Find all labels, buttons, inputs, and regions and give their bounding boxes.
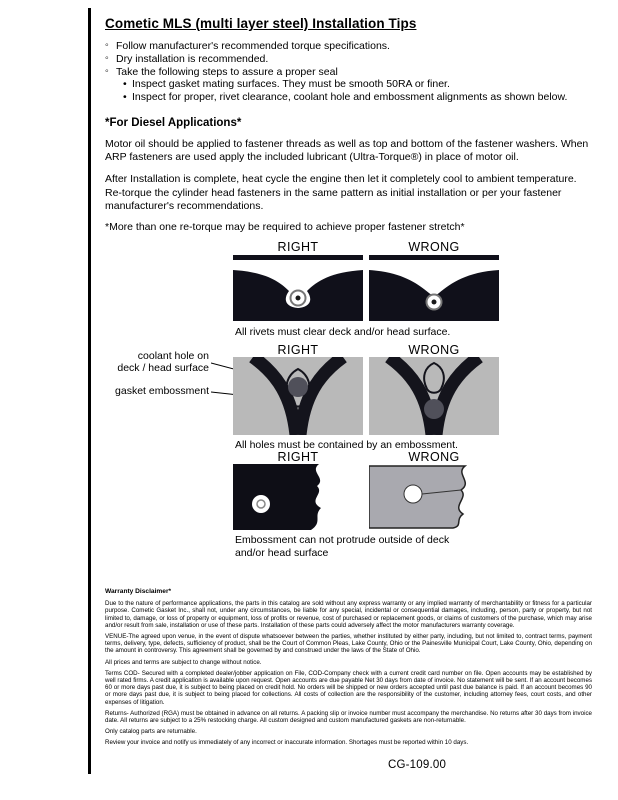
diesel-paragraph-2: After Installation is complete, heat cycle the engine then let it completely cool to ambient temperature. Re-torque the cylinder head fasteners in the same pattern as initial installation or per your fastener manufacturer's recommendations.: [105, 173, 577, 212]
embossment-right-diagram-icon: [233, 357, 363, 435]
embossment-wrong-diagram-icon: [369, 357, 499, 435]
installation-tips-list: [105, 41, 592, 104]
retorque-note: *More than one re-torque may be required to achieve proper fastener stretch*: [105, 221, 465, 233]
protrusion-right-diagram-icon: [233, 464, 363, 530]
page-number: CG-109.00: [388, 759, 447, 771]
tip-item: ◦ Follow manufacturer's recommended torque specifications.: [105, 41, 592, 53]
left-border-rule: [88, 8, 91, 774]
rivet-right-diagram-icon: [233, 255, 363, 321]
embossment-right-illustration: [233, 357, 363, 435]
figures-block: [105, 240, 592, 566]
tip-subitem: • Inspect gasket mating surfaces. They must be smooth 50RA or finer.: [105, 79, 592, 91]
coolant-hole-callout-line2: deck / head surface: [117, 361, 209, 374]
row1-caption: All rivets must clear deck and/or head surface.: [235, 326, 451, 339]
embossment-wrong-illustration: [369, 357, 499, 435]
protrusion-wrong-diagram-icon: [369, 464, 499, 530]
disclaimer-paragraph: All prices and terms are subject to change without notice.: [105, 658, 262, 666]
row1-wrong-label: WRONG: [408, 240, 460, 255]
row3-caption: Embossment can not protrude outside of deck and/or head surface: [235, 534, 450, 559]
tip-subitem: • Inspect for proper, rivet clearance, coolant hole and embossment alignments as shown below.: [105, 92, 592, 104]
row1-right-label: RIGHT: [277, 240, 319, 255]
disclaimer-paragraph: Returns- Authorized (RGA) must be obtained in advance on all returns. A packing slip or invoice number must accompany the merchandise. No returns after 30 days from invoice date. All returns are subject to a 25% restocking charge. All custom designed and custom manufactured gaskets are non-returnable.: [105, 709, 592, 725]
row2-caption: All holes must be contained by an embossment.: [235, 439, 458, 452]
disclaimer-paragraph: Due to the nature of performance applications, the parts in this catalog are sold without any express warranty or any implied warranty of merchantability or fitness for a particular purpose. Cometic Gasket Inc., shall not, under any circumstances, be liable for any special, incidental or consequential damages, including, person, party or property, but not limited to, damage, or loss of property or equipment, loss of profits or revenue, cost of purchased or replacement goods, or claims of customers of the purchase, which may arise and/or result from sale, installation or use of these parts. Installation of these parts could adversely affect the motor manufacturers warranty coverage.: [105, 600, 592, 629]
disclaimer-paragraph: VENUE-The agreed upon venue, in the event of dispute whatsoever between the parties, whether instituted by either party, including, but not limited to, contract terms, payment terms, delivery, type, defects, sufficiency of product, shall be the Court of Common Pleas, Lake County, Ohio or the Painesville Municipal Court, Lake County, Ohio, depending on the amount in controversy. This agreement shall be governed by and construed under the laws of the State of Ohio.: [105, 633, 592, 655]
disclaimer-paragraph: Terms COD- Secured with a completed dealer/jobber application on File, COD-Company check with a current credit card number on file. Open accounts may be established by well rated firms. A credit application is available upon request. Open accounts are due payable Net 30 days from date of invoice. No statement will be sent. If an account becomes 60 or more days past due, it is subject to being placed on credit hold. No orders will be shipped or new orders accepted until past due balance is paid. If an account becomes 90 or more days past due, it is subject to being placed for collections. All costs of collection are the responsibility of the customer, including attorney fees, court costs, and other expenses of litigation.: [105, 669, 592, 706]
page-content: [105, 16, 592, 751]
coolant-hole-callout-line1: coolant hole on: [137, 350, 209, 363]
row3-right-label: RIGHT: [277, 450, 319, 465]
warranty-disclaimer-heading: Warranty Disclaimer*: [105, 588, 172, 596]
diesel-paragraph-1: Motor oil should be applied to fastener threads as well as top and bottom of the fastener washers. When ARP fasteners are used apply the included lubricant (Ultra-Torque®) in place of motor oil.: [105, 137, 589, 164]
disclaimer-paragraph: Only catalog parts are returnable.: [105, 728, 197, 736]
tip-item: ◦ Take the following steps to assure a proper seal: [105, 67, 592, 79]
gasket-embossment-callout: gasket embossment: [115, 385, 209, 398]
page-title: Cometic MLS (multi layer steel) Installation Tips: [105, 16, 417, 31]
protrusion-right-illustration: [233, 464, 363, 530]
warranty-disclaimer-section: [105, 588, 592, 746]
coolant-hole-callout: [105, 351, 209, 374]
row2-wrong-label: WRONG: [408, 343, 460, 358]
disclaimer-paragraph: Review your invoice and notify us immediately of any incorrect or inaccurate information. Shortages must be reported within 10 days.: [105, 739, 469, 747]
rivet-wrong-diagram-icon: [369, 255, 499, 321]
rivet-right-illustration: [233, 255, 363, 321]
tip-item: ◦ Dry installation is recommended.: [105, 54, 592, 66]
protrusion-wrong-illustration: [369, 464, 499, 530]
row3-wrong-label: WRONG: [408, 450, 460, 465]
diesel-applications-heading: *For Diesel Applications*: [105, 116, 242, 129]
rivet-wrong-illustration: [369, 255, 499, 321]
row2-right-label: RIGHT: [277, 343, 319, 358]
